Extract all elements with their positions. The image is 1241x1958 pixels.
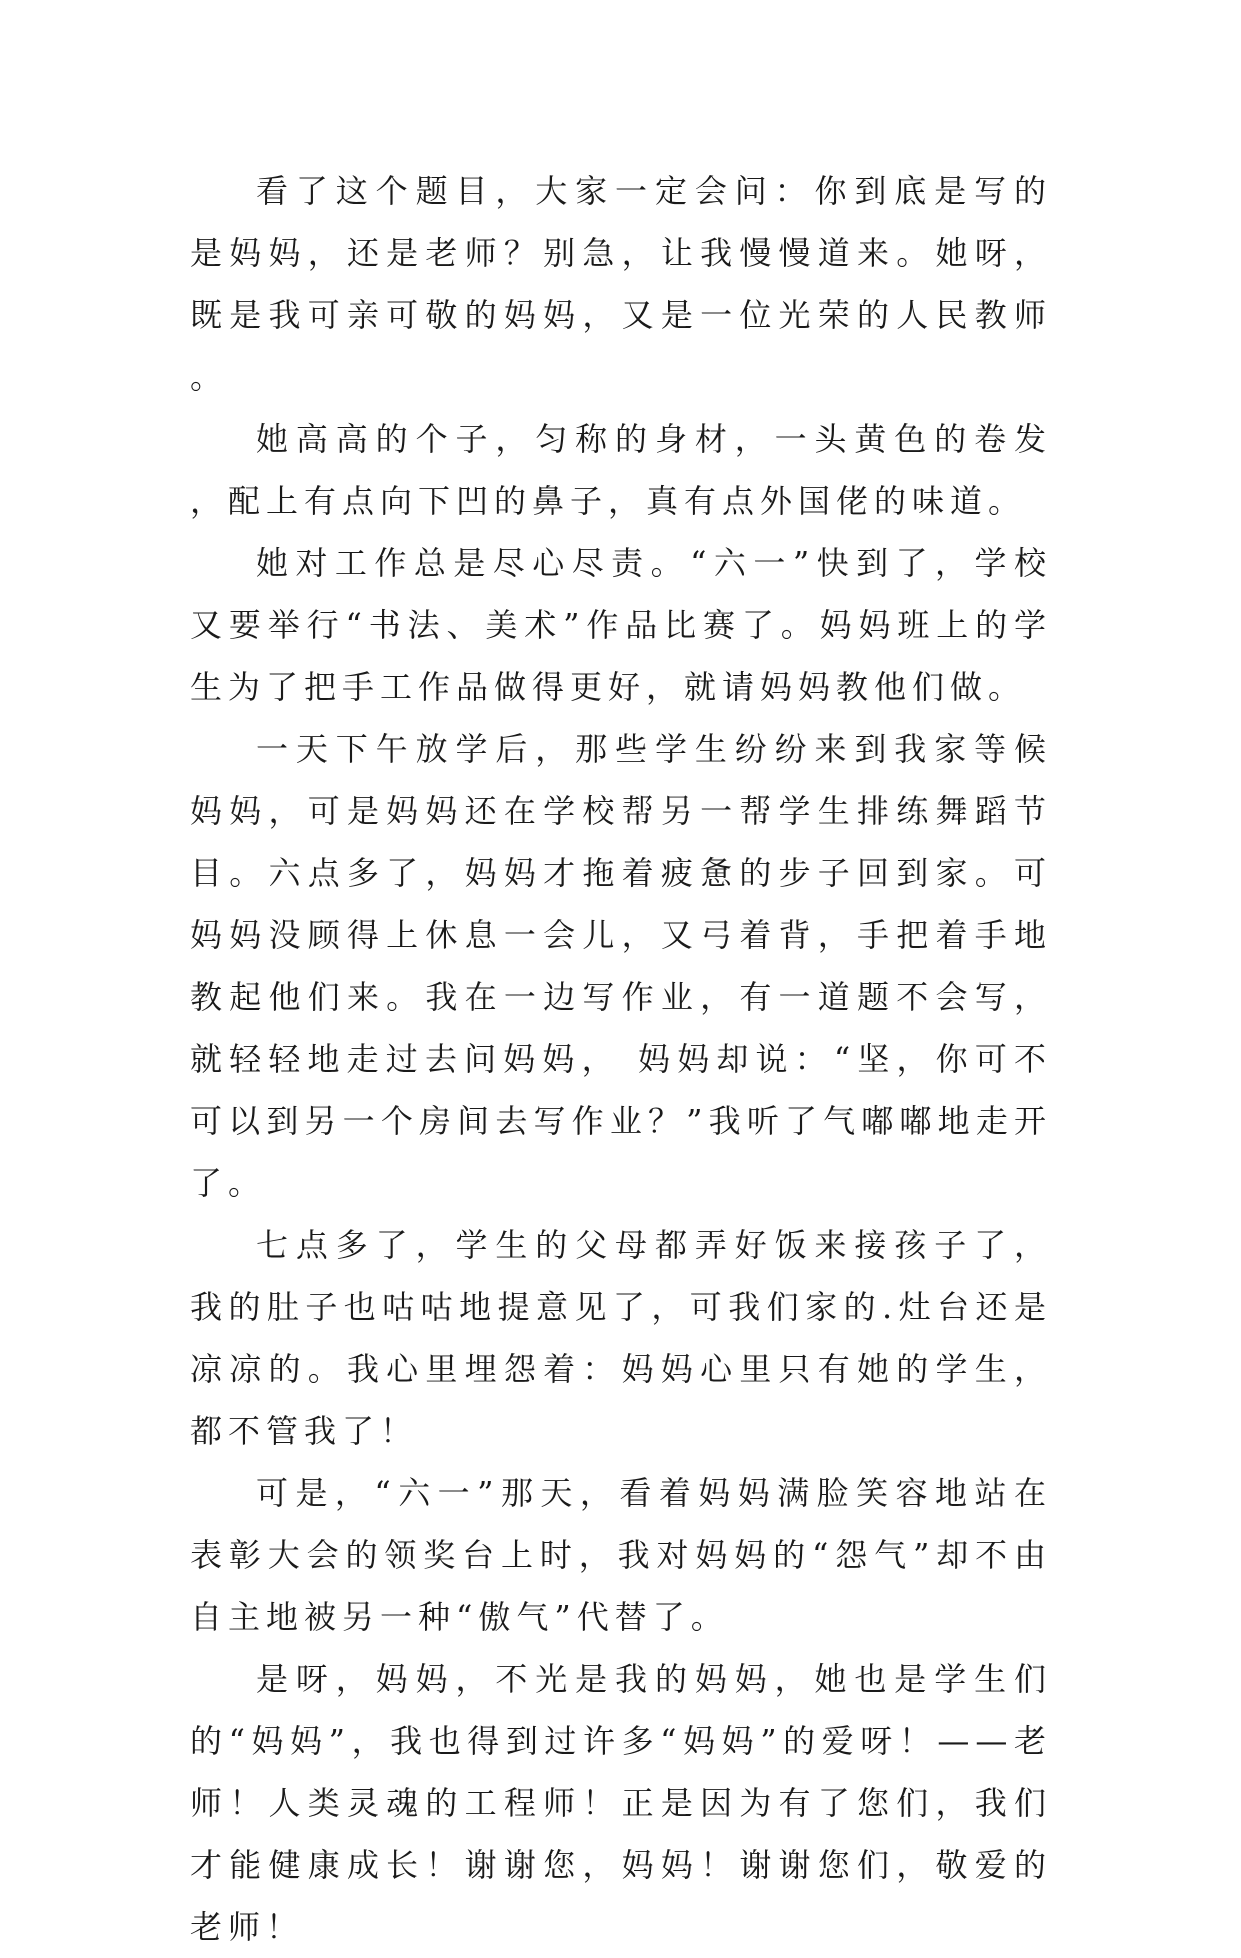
paragraph-3: 她对工作总是尽心尽责。“六一”快到了，学校又要举行“书法、美术”作品比赛了。妈妈班上的学生为了把手工作品做得更好，就请妈妈教他们做。 bbox=[190, 544, 1052, 706]
paragraph-2: 她高高的个子，匀称的身材，一头黄色的卷发，配上有点向下凹的鼻子，真有点外国佬的味道。 bbox=[190, 420, 1052, 520]
paragraph-7: 是呀，妈妈，不光是我的妈妈，她也是学生们的“妈妈”，我也得到过许多“妈妈”的爱呀！——老师！人类灵魂的工程师！正是因为有了您们，我们才能健康成长！谢谢您，妈妈！谢谢您们，敬爱的老师！ bbox=[190, 1660, 1052, 1946]
paragraph-1: 看了这个题目，大家一定会问：你到底是写的是妈妈，还是老师？别急，让我慢慢道来。她呀，既是我可亲可敬的妈妈，又是一位光荣的人民教师。 bbox=[190, 172, 1052, 396]
essay-body bbox=[190, 160, 1052, 1958]
paragraph-4: 一天下午放学后，那些学生纷纷来到我家等候妈妈，可是妈妈还在学校帮另一帮学生排练舞蹈节目。六点多了，妈妈才拖着疲惫的步子回到家。可妈妈没顾得上休息一会儿，又弓着背，手把着手地教起他们来。我在一边写作业，有一道题不会写，就轻轻地走过去问妈妈， 妈妈却说：“坚，你可不可以到另一个房间去写作业？”我听了气嘟嘟地走开了。 bbox=[190, 730, 1052, 1202]
paragraph-6: 可是，“六一”那天，看着妈妈满脸笑容地站在表彰大会的领奖台上时，我对妈妈的“怨气”却不由自主地被另一种“傲气”代替了。 bbox=[190, 1474, 1052, 1636]
paragraph-5: 七点多了，学生的父母都弄好饭来接孩子了，我的肚子也咕咕地提意见了，可我们家的.灶台还是凉凉的。我心里埋怨着：妈妈心里只有她的学生，都不管我了！ bbox=[190, 1226, 1052, 1450]
